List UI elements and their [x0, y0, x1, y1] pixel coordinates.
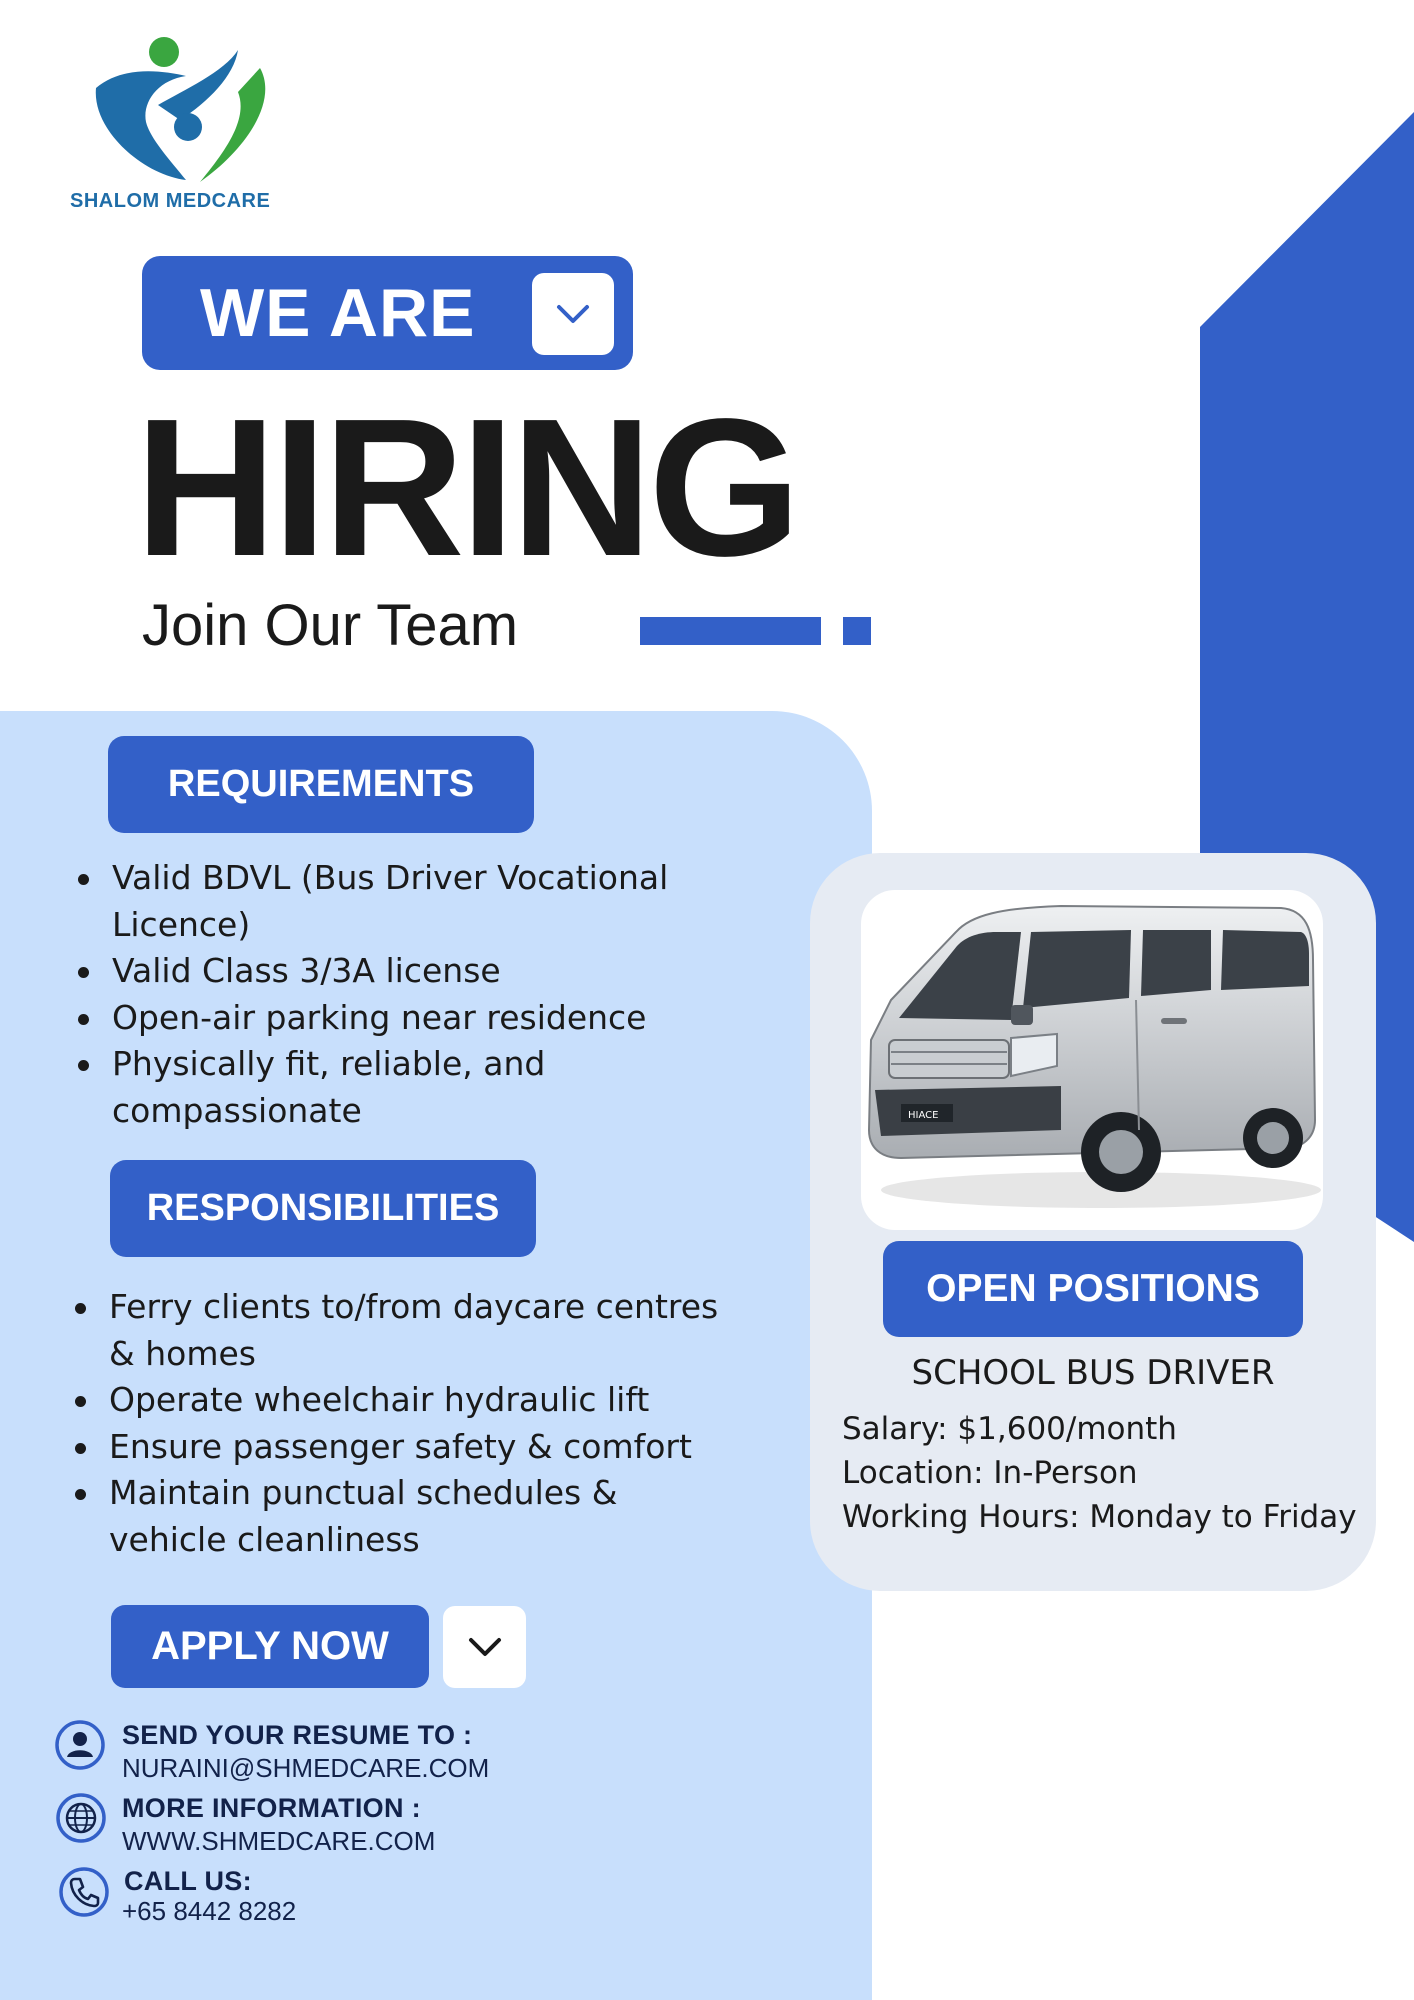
salary-text: Salary: $1,600/month: [842, 1411, 1177, 1447]
responsibilities-list: [75, 1284, 735, 1563]
open-positions-card: [810, 853, 1376, 1591]
apply-now-button[interactable]: APPLY NOW: [111, 1605, 429, 1688]
chevron-down-icon: [555, 302, 591, 326]
brand-name: SHALOM MEDCARE: [70, 190, 271, 212]
working-hours-text: Working Hours: Monday to Friday: [842, 1499, 1357, 1535]
chevron-down-button[interactable]: [532, 273, 614, 355]
requirements-heading: REQUIREMENTS: [108, 736, 534, 833]
we-are-text: WE ARE: [200, 275, 476, 351]
requirements-list: [78, 855, 718, 1134]
list-item: Valid BDVL (Bus Driver Vocational Licence): [78, 855, 718, 948]
globe-icon: [55, 1792, 107, 1844]
list-item: Physically fit, reliable, and compassionate: [78, 1041, 718, 1134]
list-item: Valid Class 3/3A license: [78, 948, 718, 995]
hiring-headline: HIRING: [135, 378, 797, 597]
resume-heading: SEND YOUR RESUME TO :: [122, 1720, 473, 1750]
responsibilities-heading: RESPONSIBILITIES: [110, 1160, 536, 1257]
phone-number-link[interactable]: +65 8442 8282: [122, 1896, 297, 1926]
we-are-banner: [142, 256, 633, 370]
call-heading: CALL US:: [124, 1866, 252, 1896]
user-icon: [54, 1719, 106, 1771]
apply-chevron-button[interactable]: [443, 1606, 526, 1688]
tagline: Join Our Team: [142, 593, 519, 658]
phone-icon: [58, 1866, 110, 1918]
list-item: Ferry clients to/from daycare centres & homes: [75, 1284, 735, 1377]
list-item: Maintain punctual schedules & vehicle cleanliness: [75, 1470, 735, 1563]
position-title: SCHOOL BUS DRIVER: [911, 1353, 1275, 1393]
decorative-square: [843, 617, 871, 645]
chevron-down-icon: [467, 1635, 503, 1659]
more-info-heading: MORE INFORMATION :: [122, 1793, 421, 1823]
decorative-bar: [640, 617, 821, 645]
list-item: Ensure passenger safety & comfort: [75, 1424, 735, 1471]
list-item: Operate wheelchair hydraulic lift: [75, 1377, 735, 1424]
resume-email-link[interactable]: NURAINI@SHMEDCARE.COM: [122, 1753, 490, 1783]
shalom-medcare-logo: [88, 30, 288, 190]
svg-text:HIACE: HIACE: [908, 1110, 939, 1121]
van-photo: [861, 890, 1323, 1230]
van-image: [861, 890, 1323, 1230]
open-positions-heading: OPEN POSITIONS: [883, 1241, 1303, 1337]
list-item: Open-air parking near residence: [78, 995, 718, 1042]
website-link[interactable]: WWW.SHMEDCARE.COM: [122, 1826, 436, 1856]
location-text: Location: In-Person: [842, 1455, 1138, 1491]
